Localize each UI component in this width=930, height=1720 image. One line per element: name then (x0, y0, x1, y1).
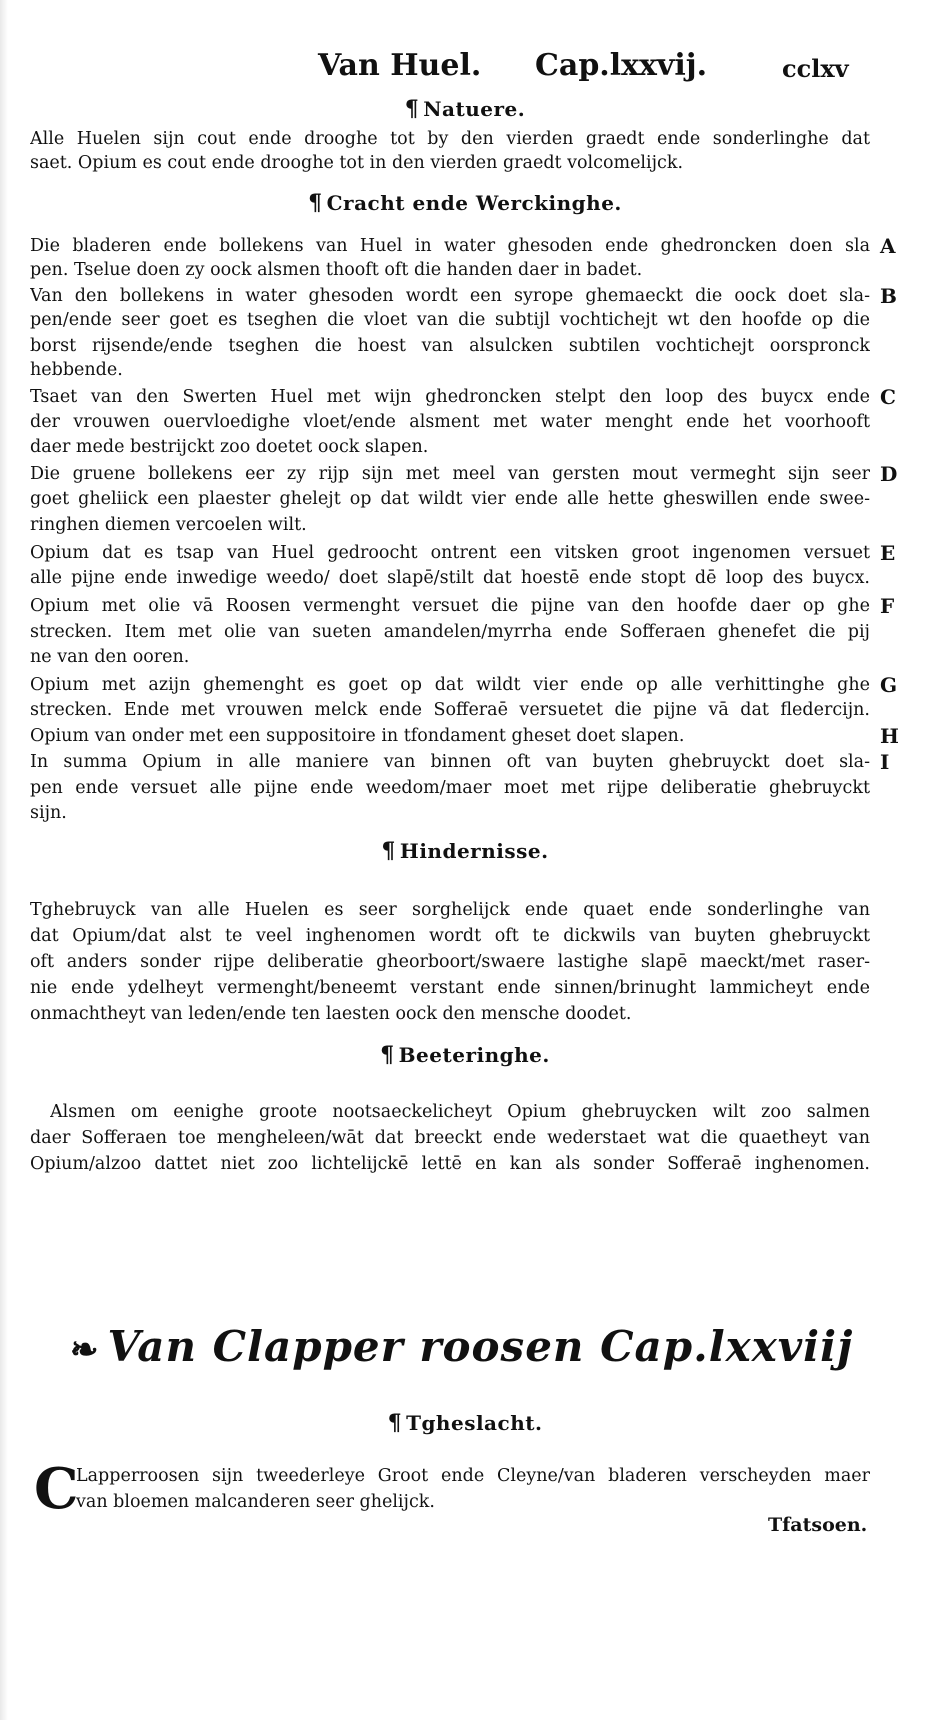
text-line: saet. Opium es cout ende drooghe tot in den vierden graedt volcomelijck. (30, 153, 684, 173)
margin-letter: E (880, 541, 896, 565)
text-line: der vrouwen ouervloedighe vloet/ende alsment met water menght ende het voorhooft (30, 412, 870, 432)
text-line: Opium/alzoo dattet niet zoo lichtelijckē lettē en kan als sonder Sofferaē inghenomen. (30, 1154, 870, 1174)
text-line: pen. Tselue doen zy oock alsmen thooft oft die handen daer in badet. (30, 260, 643, 280)
text-line: Die bladeren ende bollekens van Huel in water ghesoden ende ghedroncken doen sla (30, 236, 870, 256)
section-heading-hindernisse: ¶ Hindernisse. (381, 838, 549, 864)
section-heading-beeteringhe: ¶ Beeteringhe. (380, 1042, 550, 1068)
pilcrow-icon: ¶ (380, 1042, 395, 1068)
pilcrow-icon: ¶ (308, 190, 323, 216)
text-line: daer mede bestrijckt zoo doetet oock slapen. (30, 437, 429, 457)
text-line: alle pijne ende inwedige weedo/ doet slapē/stilt dat hoestē ende stopt dē loop des buycx. (30, 568, 870, 588)
pilcrow-icon: ¶ (387, 1410, 403, 1436)
text-line: dat Opium/dat alst te veel inghenomen wordt oft te dickwils van buyten ghebruyckt (30, 926, 870, 946)
text-line: Opium dat es tsap van Huel gedroocht ontrent een vitsken groot ingenomen versuet (30, 543, 870, 563)
text-line: Opium met olie vā Roosen vermenght versuet die pijne van den hoofde daer op ghe (30, 596, 870, 616)
text-line: Alle Huelen sijn cout ende drooghe tot by den vierden graedt ende sonderlinghe dat (30, 129, 870, 149)
running-head-title: Van Huel. (318, 48, 482, 83)
text-line: van bloemen malcanderen seer ghelijck. (76, 1492, 435, 1512)
margin-letter: D (880, 462, 898, 486)
drop-cap-initial: C (34, 1456, 79, 1522)
text-line: nie ende ydelheyt vermenght/beneemt verstant ende sinnen/brinught lammicheyt ende (30, 978, 870, 998)
text-line: Die gruene bollekens eer zy rijp sijn met meel van gersten mout vermeght sijn seer (30, 464, 870, 484)
margin-letter: C (880, 385, 896, 409)
chapter-title: ❧ Van Clapper roosen Cap.lxxviij (70, 1322, 854, 1371)
text-line: hebbende. (30, 360, 123, 380)
text-line: Alsmen om eenighe groote nootsaeckelicheyt Opium ghebruycken wilt zoo salmen (50, 1102, 870, 1122)
running-head-chapter: Cap.lxxvij. (535, 48, 708, 83)
text-line: ne van den ooren. (30, 647, 190, 667)
text-line: pen/ende seer goet es tseghen die vloet van die subtijl vochtichejt wt den hoofde op die (30, 310, 870, 330)
margin-letter: B (880, 284, 897, 308)
text-line: Opium met azijn ghemenght es goet op dat wildt vier ende op alle verhittinghe ghe (30, 675, 870, 695)
text-line: Van den bollekens in water ghesoden wordt een syrope ghemaeckt die oock doet sla- (30, 286, 870, 306)
margin-letter: I (880, 750, 890, 774)
text-line: Tsaet van den Swerten Huel met wijn ghedroncken stelpt den loop des buycx ende (30, 387, 870, 407)
text-line: Lapperroosen sijn tweederleye Groot ende Cleyne/van bladeren verscheyden maer (76, 1466, 870, 1486)
margin-letter: H (880, 724, 899, 748)
running-head (0, 48, 930, 94)
section-heading-cracht: ¶ Cracht ende Werckinghe. (308, 190, 622, 216)
text-line: strecken. Item met olie van sueten amandelen/myrrha ende Sofferaen ghenefet die pij (30, 622, 870, 642)
catchword: Tfatsoen. (768, 1514, 868, 1536)
text-line: borst rijsende/ende tseghen die hoest van alsulcken subtilen vochtichejt oorspronck (30, 336, 870, 356)
text-line: sijn. (30, 803, 67, 823)
fleuron-icon: ❧ (70, 1330, 100, 1370)
pilcrow-icon: ¶ (381, 838, 396, 864)
margin-letter: G (880, 673, 898, 697)
text-line: In summa Opium in alle maniere van binnen oft van buyten ghebruyckt doet sla- (30, 752, 870, 772)
section-heading-tgheslacht: ¶ Tgheslacht. (387, 1410, 543, 1436)
text-line: daer Sofferaen toe mengheleen/wāt dat breeckt ende wederstaet wat die quaetheyt van (30, 1128, 870, 1148)
text-line: Tghebruyck van alle Huelen es seer sorghelijck ende quaet ende sonderlinghe van (30, 900, 870, 920)
section-heading-natuere: ¶ Natuere. (404, 96, 526, 122)
folio-number: cclxv (782, 54, 849, 83)
pilcrow-icon: ¶ (404, 96, 420, 122)
margin-letter: A (880, 234, 896, 258)
text-line: Opium van onder met een suppositoire in tfondament gheset doet slapen. (30, 726, 685, 746)
margin-letter: F (880, 594, 895, 618)
text-line: pen ende versuet alle pijne ende weedom/maer moet met rijpe deliberatie ghebruyckt (30, 778, 870, 798)
text-line: goet gheliick een plaester ghelejt op dat wildt vier ende alle hette gheswillen ende swee- (30, 489, 870, 509)
text-line: ringhen diemen vercoelen wilt. (30, 515, 307, 535)
text-line: oft anders sonder rijpe deliberatie gheorboort/swaere lastighe slapē maeckt/met raser- (30, 952, 870, 972)
text-line: onmachtheyt van leden/ende ten laesten oock den mensche doodet. (30, 1004, 632, 1024)
text-line: strecken. Ende met vrouwen melck ende Sofferaē versuetet die pijne vā dat fledercijn. (30, 700, 870, 720)
